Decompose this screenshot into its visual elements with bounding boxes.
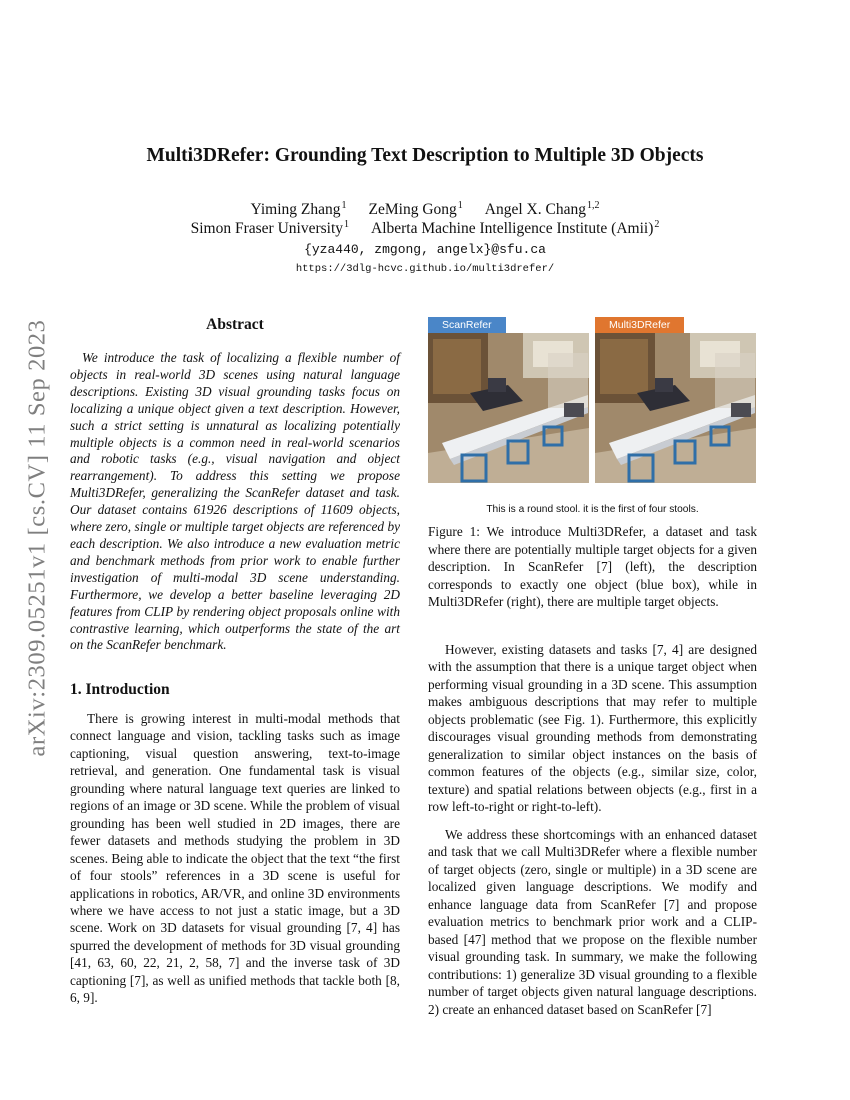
body-paragraph-2: We address these shortcomings with an enhanced dataset and task that we call Multi3DRefer where a flexible number of target objects (zero, single or multiple) in a 3D scene are localized given language descriptions. We modify and enhance language data from ScanRefer [7] and propose evaluation metrics to benchmark prior work and a CLIP-based [47] method that we propose on the flexible number visual grounding task. In summary, we make the following contributions: 1) generalize 3D visual grounding to a flexible number of target objects given natural language descriptions. 2) create an enhanced dataset based on ScanRefer [7] (428, 827, 757, 1017)
affiliation-list (0, 219, 850, 238)
author-emails: {yza440, zmgong, angelx}@sfu.ca (304, 242, 546, 257)
author-affiliation-marker: 1 (341, 200, 347, 211)
affiliation-name: Alberta Machine Intelligence Institute (Amii) (371, 220, 654, 237)
arxiv-stamp (8, 295, 66, 780)
author-affiliation-marker: 1,2 (586, 200, 600, 211)
scene-render (595, 333, 756, 483)
author-name: Yiming Zhang (250, 201, 341, 218)
scene-render (428, 333, 589, 483)
affiliation-marker: 1 (344, 219, 350, 230)
figure-1 (428, 317, 757, 497)
scanrefer-scene-image (428, 333, 589, 483)
figure-description: This is a round stool. it is the first of four stools. (486, 504, 699, 515)
affiliation-name: Simon Fraser University (190, 220, 344, 237)
author-name: Angel X. Chang (484, 201, 586, 218)
project-url[interactable]: https://3dlg-hcvc.github.io/multi3drefer/ (295, 263, 555, 275)
abstract-heading: Abstract (206, 316, 264, 333)
paper-title: Multi3DRefer: Grounding Text Description to Multiple 3D Objects (146, 145, 704, 166)
author-name: ZeMing Gong (368, 201, 457, 218)
introduction-heading: 1. Introduction (70, 681, 170, 698)
arxiv-identifier: arXiv:2309.05251v1 [cs.CV] 11 Sep 2023 (23, 319, 50, 756)
author-list (0, 200, 850, 219)
author-affiliation-marker: 1 (457, 200, 463, 211)
abstract-text: We introduce the task of localizing a flexible number of objects in real-world 3D scenes using natural language descriptions. Existing 3D visual grounding tasks focus on localizing a unique object given a text description. However, such a strict setting is unnatural as localizing potentially multiple objects is a common need in real-world scenarios and robotic tasks (e.g., visual navigation and object rearrangement). To address this setting we propose Multi3DRefer, generalizing the ScanRefer dataset and task. Our dataset contains 61926 descriptions of 11609 objects, where zero, single or multiple target objects are referenced by each description. We also introduce a new evaluation metric and benchmark methods from prior work to enable further investigation of multi-modal 3D scene understanding. Furthermore, we develop a better baseline leveraging 2D features from CLIP by rendering object proposals online with contrastive learning, which outperforms the state of the art on the ScanRefer benchmark. (70, 350, 400, 653)
figure-caption: Figure 1: We introduce Multi3DRefer, a dataset and task where there are potentially multiple target objects for a given description. In ScanRefer [7] (left), the description corresponds to exactly one object (blue box), while in Multi3DRefer (right), there are multiple target objects. (428, 524, 757, 610)
introduction-paragraph: There is growing interest in multi-modal methods that connect language and vision, tackling tasks such as image captioning, visual question answering, text-to-image retrieval, and generation. One fundamental task is visual grounding where natural language text queries are linked to regions of an image or 3D scene. While the problem of visual grounding has been well studied in 2D images, there are fewer datasets and methods studying the problem in 3D scenes. Being able to indicate the object that the text “the first of four stools” references in a 3D scene is useful for applications in robotics, AR/VR, and online 3D environments where we have access to not just a static image, but a 3D scene. Work on 3D datasets for visual grounding [7, 4] has spurred the development of methods for 3D visual grounding [41, 63, 60, 22, 21, 2, 58, 7] and the inverse task of 3D captioning [7], as well as unified methods that tackle both [8, 6, 9]. (70, 711, 400, 1006)
multi3drefer-label: Multi3DRefer (595, 317, 684, 333)
affiliation-marker: 2 (654, 219, 660, 230)
body-paragraph-1: However, existing datasets and tasks [7, 4] are designed with the assumption that there is a unique target object when performing visual grounding in a 3D scene. This assumption makes ambiguous descriptions that may refer to multiple objects problematic (see Fig. 1). Furthermore, this explicitly discourages visual grounding methods from demonstrating generalization to similar object instances on the basis of common features of the objects (e.g., similar size, color, texture) and spatial relations between objects (e.g., first in a row left-to-right or right-to-left). (428, 642, 757, 815)
scanrefer-label: ScanRefer (428, 317, 506, 333)
multi3drefer-scene-image (595, 333, 756, 483)
